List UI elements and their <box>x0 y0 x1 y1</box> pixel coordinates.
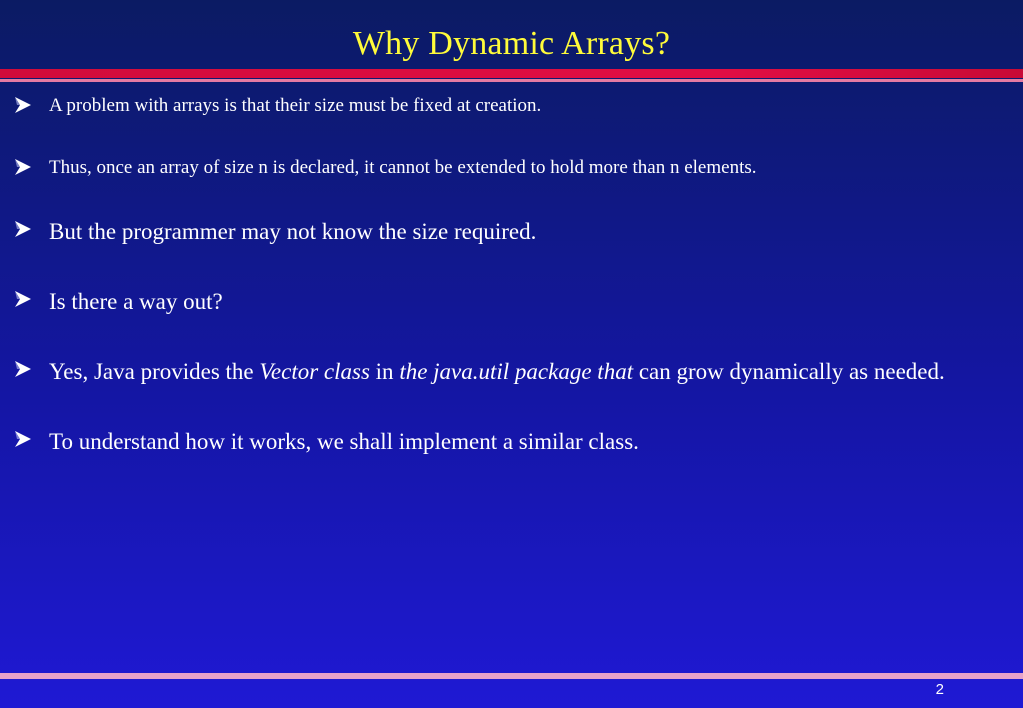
bullet-item <box>12 218 1012 246</box>
slide-content <box>12 94 1012 456</box>
bullet-item <box>12 94 1012 118</box>
bullet-item <box>12 288 1012 316</box>
arrowhead-bullet-icon <box>12 94 36 118</box>
bullet-item <box>12 428 1012 456</box>
bullet-item <box>12 156 1012 180</box>
bullet-text-emphasis: Vector class <box>259 359 370 384</box>
top-rule <box>0 69 1023 81</box>
bullet-item <box>12 358 1012 386</box>
bullet-text-part: in <box>369 359 400 384</box>
bottom-rule <box>0 673 1023 679</box>
arrowhead-bullet-icon <box>12 358 36 382</box>
arrowhead-bullet-icon <box>12 428 36 452</box>
bullet-text: A problem with arrays is that their size must be fixed at creation. <box>49 95 542 116</box>
top-rule-thick <box>0 69 1023 78</box>
slide-title: Why Dynamic Arrays? <box>352 25 671 62</box>
bullet-text-emphasis: the java.util package that <box>399 359 634 384</box>
arrowhead-bullet-icon <box>12 218 36 242</box>
bullet-text: To understand how it works, we shall implement a similar class. <box>49 429 639 454</box>
bullet-text-part: can grow dynamically as needed. <box>633 359 945 384</box>
bullet-text: But the programmer may not know the size required. <box>49 219 537 244</box>
slide-number: 2 <box>935 681 944 698</box>
bullet-text-part: Yes, Java provides the <box>49 359 260 384</box>
bullet-text: Thus, once an array of size n is declared, it cannot be extended to hold more than n elements. <box>49 157 757 178</box>
bullet-text: Is there a way out? <box>49 289 223 314</box>
arrowhead-bullet-icon <box>12 288 36 312</box>
bullet-text-rich <box>49 358 1009 386</box>
top-rule-thin <box>0 79 1023 82</box>
arrowhead-bullet-icon <box>12 156 36 180</box>
